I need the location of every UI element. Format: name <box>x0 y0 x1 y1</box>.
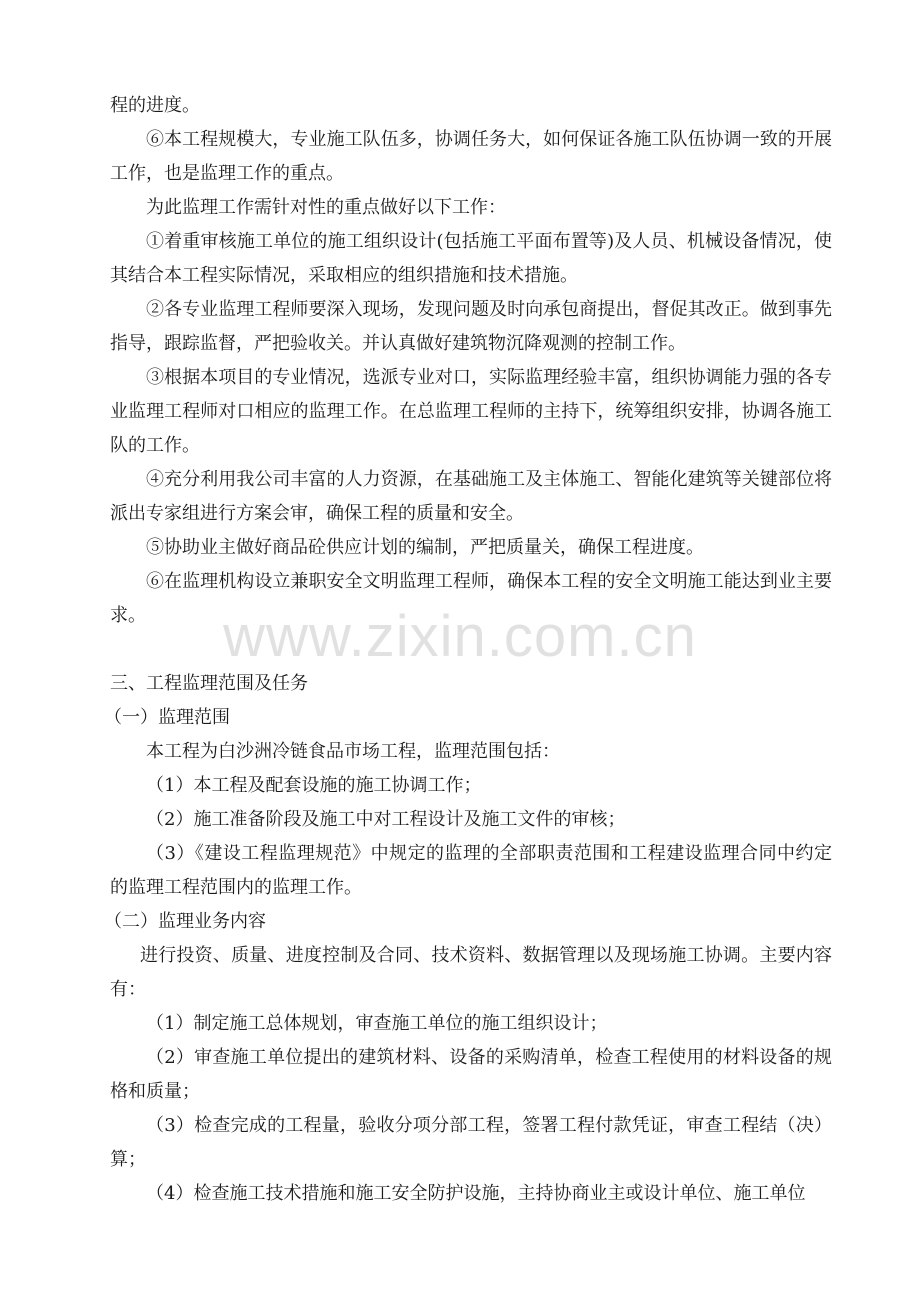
list-item: （4）检查施工技术措施和施工安全防护设施，主持协商业主或设计单位、施工单位 <box>146 1183 806 1204</box>
section-heading: 三、工程监理范围及任务 <box>110 673 308 694</box>
paragraph: ①着重审核施工单位的施工组织设计(包括施工平面布置等)及人员、机械设备情况，使其结合本工程实际情况，采取相应的组织措施和技术措施。 <box>110 231 832 286</box>
paragraph: 为此监理工作需针对性的重点做好以下工作： <box>146 197 506 218</box>
list-item: （2）审查施工单位提出的建筑材料、设备的采购清单，检查工程使用的材料设备的规格和质量； <box>110 1047 832 1102</box>
paragraph: ④充分利用我公司丰富的人力资源，在基础施工及主体施工、智能化建筑等关键部位将派出专家组进行方案会审，确保工程的质量和安全。 <box>110 469 832 524</box>
list-item: （2）施工准备阶段及施工中对工程设计及施工文件的审核； <box>146 809 626 830</box>
subsection-heading: （一）监理范围 <box>104 707 230 728</box>
list-item: （3）检查完成的工程量，验收分项分部工程，签署工程付款凭证，审查工程结（决）算； <box>110 1115 832 1170</box>
paragraph: 程的进度。 <box>110 95 200 116</box>
list-item: （1）制定施工总体规划，审查施工单位的施工组织设计； <box>146 1013 608 1034</box>
list-item: （1）本工程及配套设施的施工协调工作； <box>146 775 482 796</box>
watermark: www.zixin.com.cn <box>223 604 697 669</box>
paragraph: ⑥在监理机构设立兼职安全文明监理工程师，确保本工程的安全文明施工能达到业主要求。 <box>110 571 832 626</box>
list-item: （3）《建设工程监理规范》中规定的监理的全部职责范围和工程建设监理合同中约定的监理工程范围内的监理工作。 <box>110 843 832 898</box>
paragraph: ⑤协助业主做好商品砼供应计划的编制，严把质量关，确保工程进度。 <box>146 537 704 558</box>
paragraph: ⑥本工程规模大，专业施工队伍多，协调任务大，如何保证各施工队伍协调一致的开展工作，也是监理工作的重点。 <box>110 129 832 184</box>
paragraph: ②各专业监理工程师要深入现场，发现问题及时向承包商提出，督促其改正。做到事先指导，跟踪监督，严把验收关。并认真做好建筑物沉降观测的控制工作。 <box>110 299 832 354</box>
subsection-heading: （二）监理业务内容 <box>104 911 266 932</box>
paragraph: 进行投资、质量、进度控制及合同、技术资料、数据管理以及现场施工协调。主要内容有： <box>110 945 832 1000</box>
paragraph: 本工程为白沙洲冷链食品市场工程，监理范围包括： <box>146 741 560 762</box>
paragraph: ③根据本项目的专业情况，选派专业对口，实际监理经验丰富，组织协调能力强的各专业监理工程师对口相应的监理工作。在总监理工程师的主持下，统筹组织安排，协调各施工队的工作。 <box>110 367 832 456</box>
